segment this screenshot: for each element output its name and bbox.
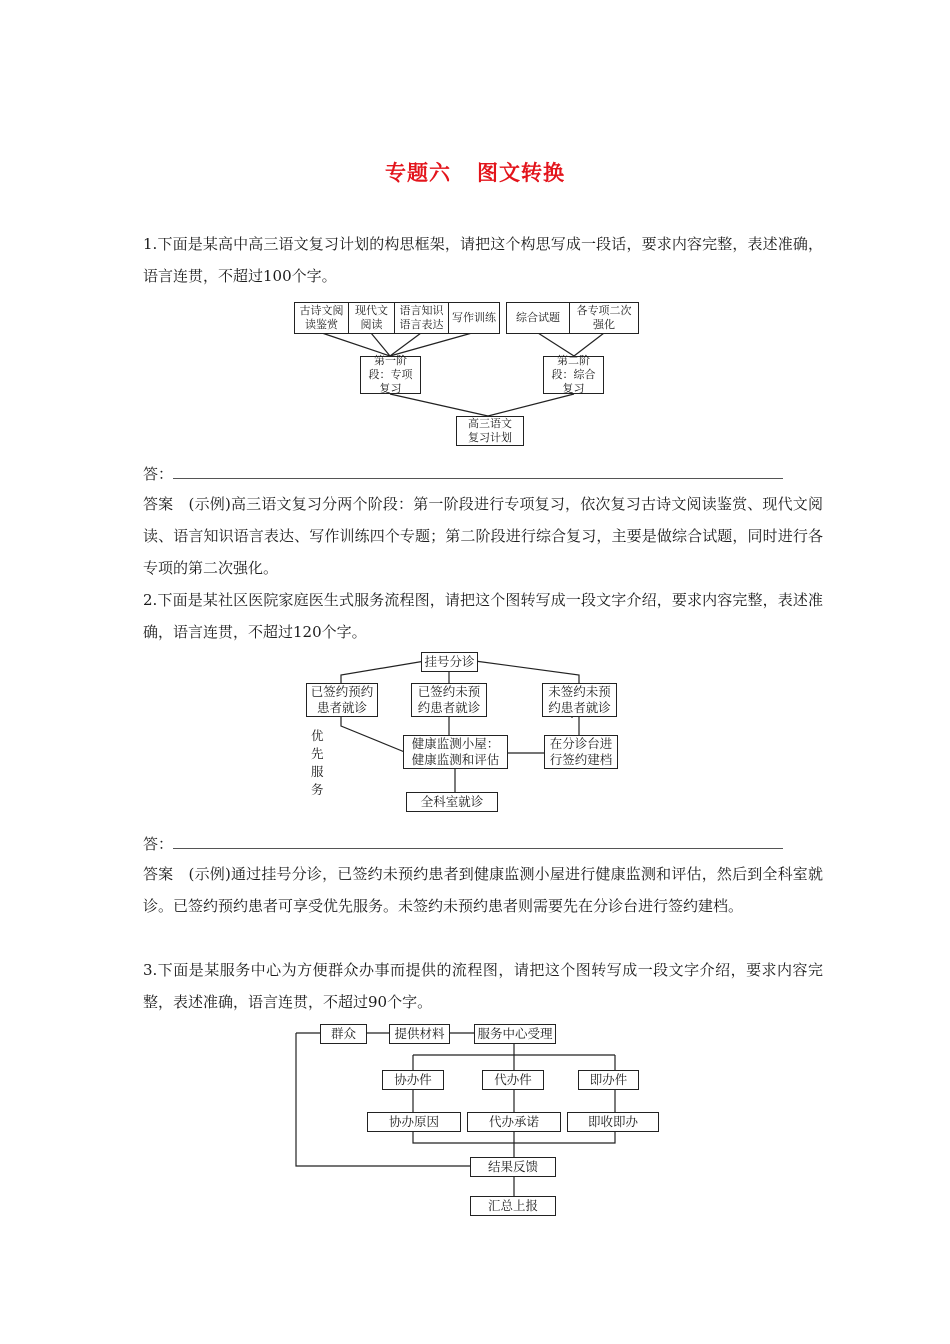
box-shouli: 服务中心受理 bbox=[474, 1024, 556, 1044]
box-xiandaiwen: 现代文阅读 bbox=[348, 302, 395, 334]
box-yuyan: 语言知识语言表达 bbox=[394, 302, 449, 334]
box-xieban: 协办件 bbox=[382, 1070, 444, 1090]
question-1: 1.下面是某高中高三语文复习计划的构思框架，请把这个构思写成一段话，要求内容完整，表述准确，语言连贯，不超过100个字。 bbox=[143, 235, 823, 285]
box-jishou: 即收即办 bbox=[567, 1112, 659, 1132]
box-yiqian-weiyuyue: 已签约未预约患者就诊 bbox=[411, 683, 487, 717]
box-weiqian: 未签约未预约患者就诊 bbox=[542, 683, 617, 717]
box-daiban: 代办件 bbox=[482, 1070, 544, 1090]
box-stage1: 第一阶段：专项复习 bbox=[360, 356, 421, 394]
question-2: 2.下面是某社区医院家庭医生式服务流程图，请把这个图转写成一段文字介绍，要求内容完整，表述准确，语言连贯，不超过120个字。 bbox=[143, 591, 823, 641]
box-fankui: 结果反馈 bbox=[470, 1157, 556, 1177]
box-stage2: 第二阶段：综合复习 bbox=[543, 356, 604, 394]
box-xieban-yuanyin: 协办原因 bbox=[367, 1112, 461, 1132]
box-daiban-chengnuo: 代办承诺 bbox=[467, 1112, 561, 1132]
box-ercizhuan: 各专项二次强化 bbox=[569, 302, 639, 334]
box-tigong: 提供材料 bbox=[389, 1024, 450, 1044]
box-fenzhen: 在分诊台进行签约建档 bbox=[544, 735, 618, 769]
box-xiezuo: 写作训练 bbox=[448, 302, 500, 334]
box-huizong: 汇总上报 bbox=[470, 1196, 556, 1216]
answer-1: 答案 (示例)高三语文复习分两个阶段：第一阶段进行专项复习，依次复习古诗文阅读鉴赏、现代文阅读、语言知识语言表达、写作训练四个专题；第二阶段进行综合复习，主要是做综合试题，同时进行各专项的第二次强化。 bbox=[143, 495, 823, 577]
box-guahao: 挂号分诊 bbox=[421, 652, 478, 672]
question-3: 3.下面是某服务中心为方便群众办事而提供的流程图，请把这个图转写成一段文字介绍，要求内容完整，表述准确，语言连贯，不超过90个字。 bbox=[143, 961, 823, 1011]
answer-2: 答案 (示例)通过挂号分诊，已签约未预约患者到健康监测小屋进行健康监测和评估，然后到全科室就诊。已签约预约患者可享受优先服务。未签约未预约患者则需要先在分诊台进行签约建档。 bbox=[143, 865, 823, 915]
answer-line-1: 答： bbox=[143, 463, 173, 484]
box-qunzhong: 群众 bbox=[320, 1024, 367, 1044]
box-jiankang: 健康监测小屋：健康监测和评估 bbox=[403, 735, 508, 769]
box-zonghe-shiti: 综合试题 bbox=[506, 302, 570, 334]
box-quanke: 全科室就诊 bbox=[406, 792, 498, 812]
page-title: 专题六 图文转换 bbox=[385, 161, 565, 185]
box-gushiwen: 古诗文阅读鉴赏 bbox=[294, 302, 349, 334]
answer-line-2: 答： bbox=[143, 833, 173, 854]
label-youxian: 优先服务 bbox=[311, 728, 324, 797]
box-plan: 高三语文复习计划 bbox=[456, 416, 524, 446]
box-yiqian-yuyue: 已签约预约患者就诊 bbox=[306, 683, 378, 717]
box-jiban: 即办件 bbox=[578, 1070, 639, 1090]
